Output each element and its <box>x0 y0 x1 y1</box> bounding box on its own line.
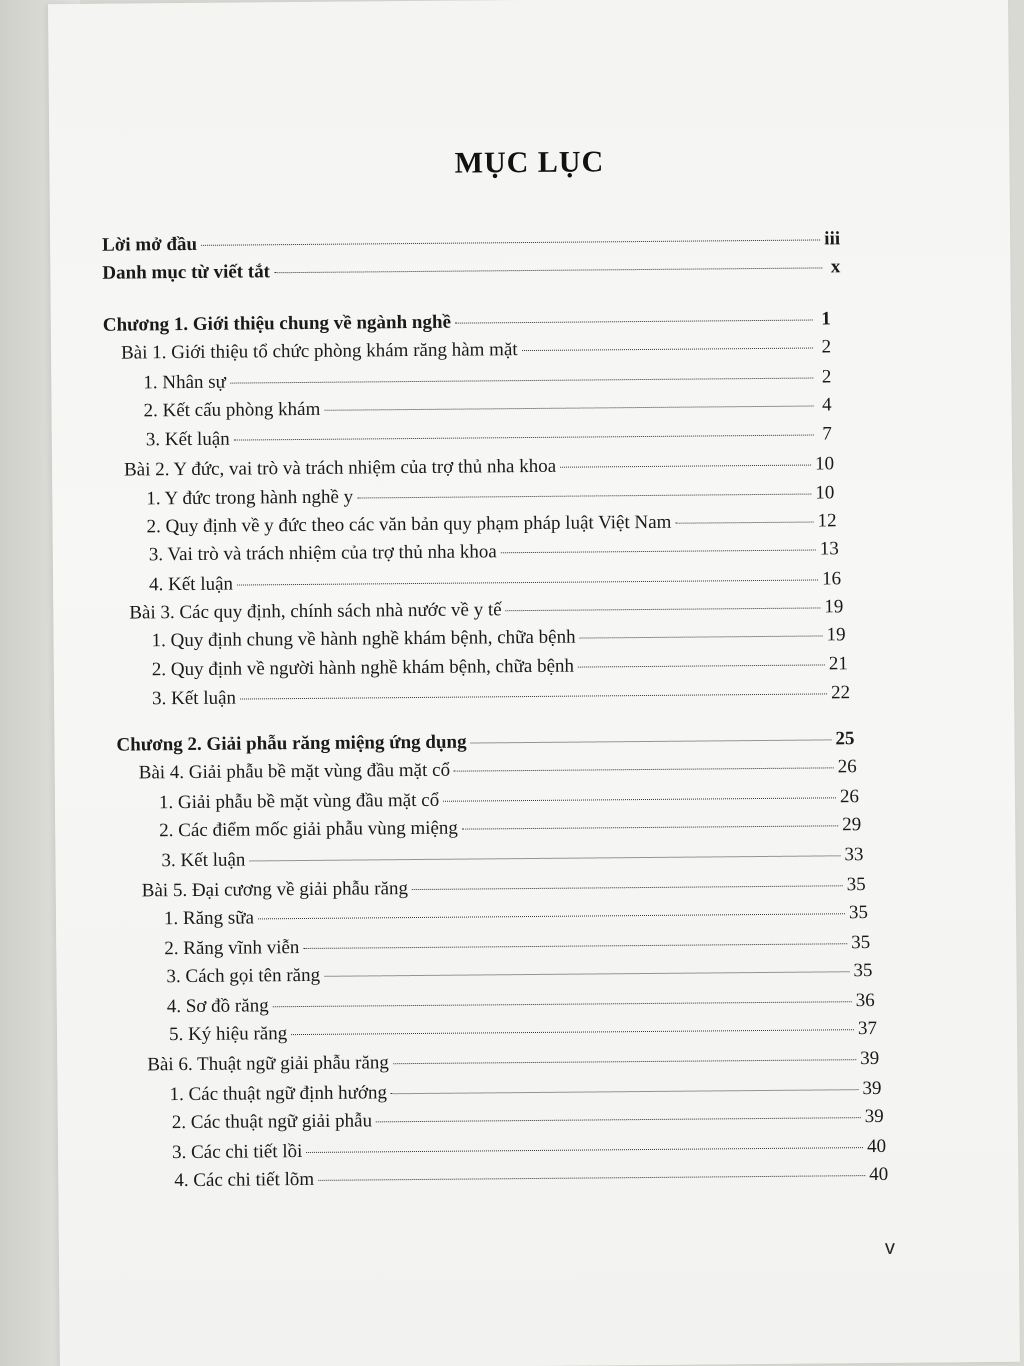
toc-entry-label: 4. Các chi tiết lõm <box>174 1168 315 1192</box>
dot-leader <box>324 971 849 977</box>
toc-entry <box>151 623 845 653</box>
toc-entry <box>169 1017 877 1047</box>
toc-entry <box>164 931 870 961</box>
toc-entry-page: 7 <box>822 423 832 445</box>
dot-leader <box>506 607 821 611</box>
toc-entry-page: 40 <box>866 1135 887 1158</box>
toc-entry-label: 1. Các thuật ngữ định hướng <box>169 1082 388 1106</box>
toc-entry <box>147 1047 879 1077</box>
toc-entry-page: 33 <box>844 844 864 866</box>
toc-entry-label: Bài 4. Giải phẫu bề mặt vùng đầu mặt cổ <box>138 759 451 784</box>
page-title: MỤC LỤC <box>454 145 605 180</box>
toc-entry <box>124 452 834 482</box>
toc-entry-page: 39 <box>860 1047 880 1070</box>
toc-entry-label: 2. Các thuật ngữ giải phẫu <box>171 1110 373 1134</box>
table-of-contents <box>48 0 1020 1366</box>
toc-entry-page: 35 <box>848 902 869 924</box>
toc-entry-page: 35 <box>853 960 873 982</box>
toc-entry <box>139 755 857 785</box>
dot-leader <box>234 435 814 441</box>
dot-leader <box>443 797 836 801</box>
toc-entry-label: Bài 1. Giới thiệu tổ chức phòng khám răng hàm mặt <box>120 339 518 364</box>
toc-entry <box>129 595 843 625</box>
dot-leader <box>471 739 832 743</box>
toc-entry <box>102 227 840 257</box>
toc-entry-page: 13 <box>819 538 839 560</box>
toc-entry-label: 2. Quy định về người hành nghề khám bệnh, chữa bệnh <box>151 655 575 681</box>
toc-entry <box>146 481 834 511</box>
dot-leader <box>273 1001 852 1007</box>
toc-entry <box>146 422 832 452</box>
toc-entry-label: 3. Kết luận <box>161 849 246 872</box>
toc-entry <box>149 537 839 567</box>
toc-entry <box>143 365 831 395</box>
toc-entry <box>172 1105 884 1135</box>
dot-leader <box>578 664 825 667</box>
toc-entry-label: 1. Nhân sự <box>143 371 227 394</box>
toc-entry-page: 21 <box>828 653 848 675</box>
toc-entry <box>143 393 831 423</box>
toc-entry <box>152 681 850 711</box>
toc-entry-label: 5. Ký hiệu răng <box>168 1023 288 1046</box>
toc-entry <box>149 567 841 597</box>
toc-entry-label: 3. Kết luận <box>145 428 230 451</box>
toc-entry <box>172 1135 886 1165</box>
toc-entry-label: 2. Răng vĩnh viễn <box>164 937 300 960</box>
toc-entry-page: 39 <box>862 1077 882 1100</box>
dot-leader <box>318 1175 865 1181</box>
toc-entry-page: 39 <box>864 1105 884 1128</box>
toc-entry-label: Bài 6. Thuật ngữ giải phẫu răng <box>147 1052 389 1076</box>
toc-entry <box>166 959 872 989</box>
book-page <box>48 0 1020 1366</box>
dot-leader <box>580 635 823 638</box>
toc-entry <box>161 843 863 873</box>
toc-entry-label: 1. Giải phẫu bề mặt vùng đầu mặt cổ <box>158 789 440 814</box>
toc-entry-page: 26 <box>837 756 857 778</box>
dot-leader <box>675 522 813 524</box>
toc-entry-label: Lời mở đầu <box>102 233 198 256</box>
toc-entry-page: 19 <box>826 624 846 646</box>
toc-entry-page: 16 <box>821 568 842 590</box>
dot-leader <box>412 885 843 890</box>
toc-entry-label: Bài 5. Đại cương về giải phẫu răng <box>141 878 409 902</box>
dot-leader <box>249 855 840 861</box>
toc-entry <box>152 652 848 682</box>
toc-entry <box>159 785 859 815</box>
toc-entry-label: 3. Các chi tiết lồi <box>171 1141 303 1164</box>
toc-entry-page: 35 <box>846 874 866 896</box>
toc-entry-label: 1. Y đức trong hành nghề y <box>146 486 354 510</box>
toc-entry-page: 10 <box>815 482 835 504</box>
toc-entry-page: x <box>830 256 841 278</box>
dot-leader <box>306 1147 863 1153</box>
toc-entry-page: 35 <box>851 932 871 954</box>
toc-entry-label: Chương 1. Giới thiệu chung về ngành nghề <box>102 311 452 336</box>
toc-entry-page: 2 <box>821 336 832 358</box>
dot-leader <box>357 494 811 499</box>
dot-leader <box>393 1059 856 1064</box>
page-number: v <box>884 1236 895 1259</box>
toc-entry-page: 26 <box>839 786 860 808</box>
toc-entry-page: 29 <box>842 814 862 836</box>
dot-leader <box>391 1089 859 1094</box>
toc-entry-page: 36 <box>855 990 875 1012</box>
dot-leader <box>454 767 834 771</box>
dot-leader <box>240 693 827 699</box>
toc-entry-page: 1 <box>821 308 831 330</box>
toc-entry-label: 2. Quy định về y đức theo các văn bản quy phạm pháp luật Việt Nam <box>146 511 672 538</box>
dot-leader <box>274 267 822 273</box>
toc-entry-page: 4 <box>821 394 832 416</box>
toc-entry <box>102 255 840 285</box>
toc-entry-page: 22 <box>830 682 851 704</box>
toc-entry-label: Danh mục từ viết tắt <box>102 261 271 284</box>
toc-entry <box>121 335 831 365</box>
toc-entry-page: 10 <box>814 453 835 475</box>
toc-entry <box>167 989 875 1019</box>
toc-entry-page: iii <box>824 228 841 250</box>
dot-leader <box>324 406 813 411</box>
toc-entry-page: 40 <box>869 1163 889 1186</box>
toc-entry-label: 2. Kết cấu phòng khám <box>143 398 321 422</box>
toc-entry-label: Chương 2. Giải phẫu răng miệng ứng dụng <box>116 731 467 756</box>
toc-entry <box>146 509 836 539</box>
dot-leader <box>522 348 813 352</box>
toc-entry <box>142 873 866 903</box>
toc-entry <box>169 1077 881 1107</box>
toc-entry <box>103 307 831 337</box>
toc-entry-label: 1. Quy định chung về hành nghề khám bệnh, chữa bệnh <box>151 626 576 652</box>
dot-leader <box>303 943 847 949</box>
toc-entry-label: Bài 3. Các quy định, chính sách nhà nước về y tế <box>129 599 502 624</box>
toc-entry <box>159 813 861 843</box>
toc-entry-label: 3. Vai trò và trách nhiệm của trợ thủ nha khoa <box>148 541 497 566</box>
toc-entry-page: 25 <box>835 728 855 750</box>
toc-entry-page: 37 <box>857 1017 878 1040</box>
dot-leader <box>201 239 820 245</box>
toc-entry <box>164 901 868 931</box>
dot-leader <box>258 913 845 919</box>
toc-entry-label: 2. Các điểm mốc giải phẫu vùng miệng <box>159 817 458 842</box>
toc-entry-label: 4. Kết luận <box>148 573 234 596</box>
toc-entry-page: 12 <box>817 510 837 532</box>
dot-leader <box>237 579 818 585</box>
dot-leader <box>376 1117 861 1122</box>
toc-entry-label: 1. Răng sữa <box>163 907 255 930</box>
toc-entry-label: 4. Sơ đồ răng <box>166 995 269 1018</box>
dot-leader <box>455 320 813 324</box>
dot-leader <box>501 550 816 554</box>
toc-entry-label: 3. Kết luận <box>151 687 237 710</box>
toc-entry-label: Bài 2. Y đức, vai trò và trách nhiệm của trợ thủ nha khoa <box>123 455 557 481</box>
toc-entry-page: 2 <box>821 366 832 388</box>
dot-leader <box>560 465 811 468</box>
toc-entry <box>116 727 854 757</box>
toc-entry <box>174 1163 888 1193</box>
dot-leader <box>291 1029 854 1035</box>
dot-leader <box>230 378 813 384</box>
toc-entry-label: 3. Cách gọi tên răng <box>166 964 321 988</box>
dot-leader <box>462 825 838 829</box>
toc-entry-page: 19 <box>824 596 844 618</box>
